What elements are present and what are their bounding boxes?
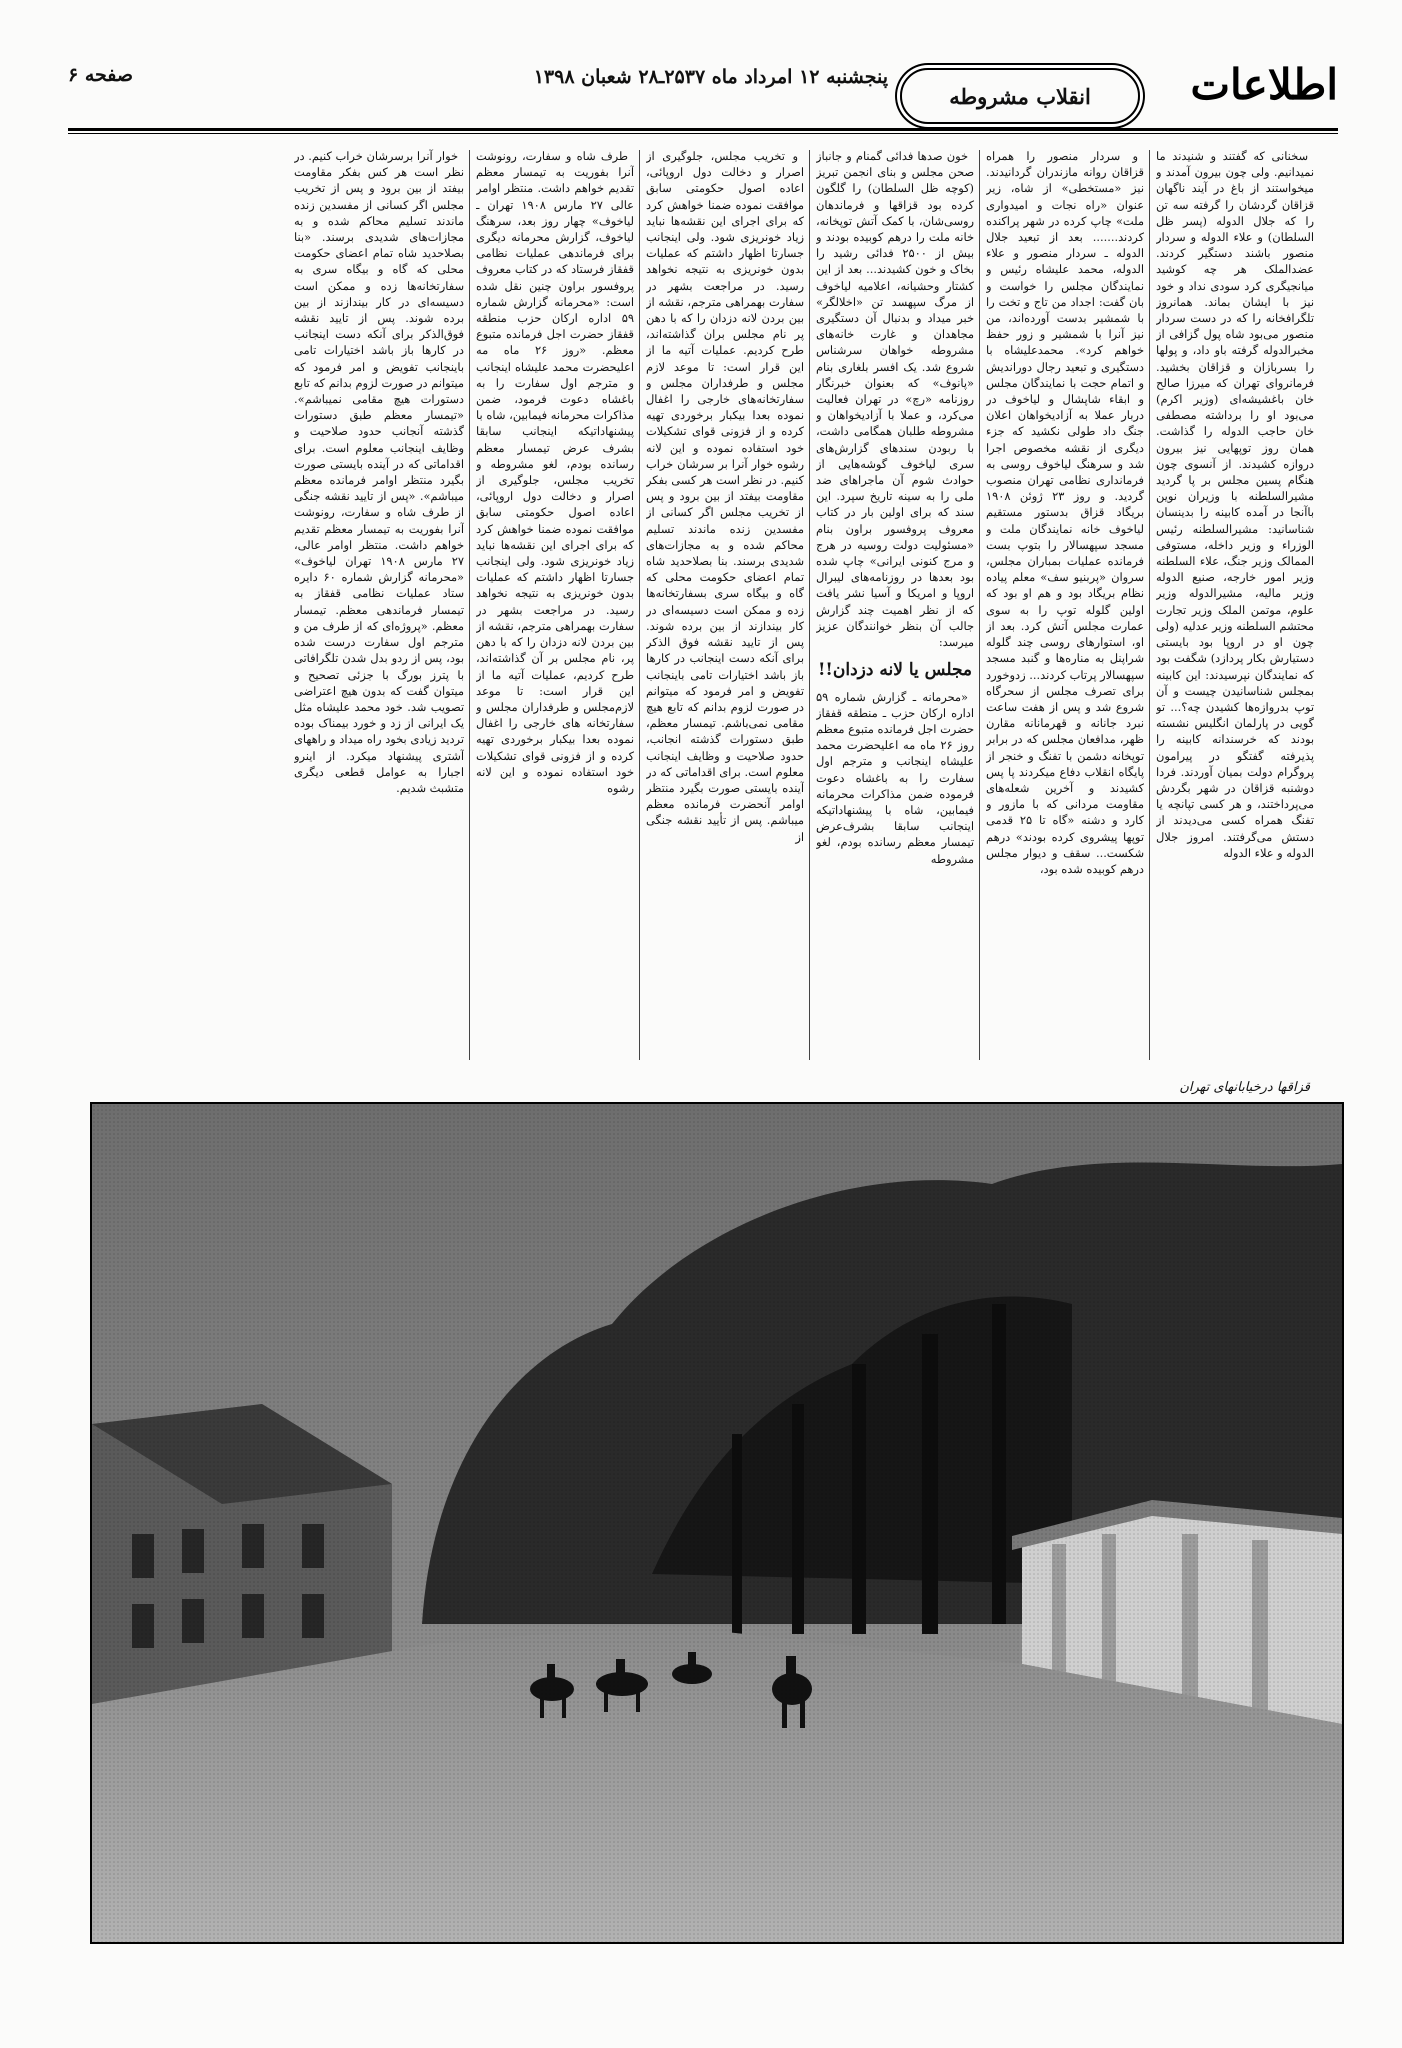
masthead-rule	[68, 128, 1338, 131]
photo-caption: قزاقها درخیابانهای تهران	[1179, 1080, 1310, 1095]
column-text: سخنانی که گفتند و شنیدند ما نمیدانیم. ولی چون بیرون آمدند و میخواستند از باغ در آیند ناگهان قزاقان گردشان را گرفته سه تن را که جلال الدوله (پسر ظل السلطان) و علاء الدوله و سردار منصور باشند دستگیر کردند. عضدالملک هر چه کوشید میانجیگری کرد سودی نداد و خود نیز با ایشان بماند. همانروز تلگرافخانه را که در دست سردار منصور می‌بود شاه پول گزافی از مخبرالدوله گرفته باو داد، و پولها را بسربازان و قزاقان بخشید. فرمانروای تهران که میرزا صالح خان باغشیشه‌ای (وزیر اکرم) می‌بود او را برداشته مصطفی خان حاجب الدوله را گذاشت. همان روز توپهایی نیز بیرون دروازه کشیدند. از آنسوی چون هنگام پسین مجلس بر پا گردید مشیرالسلطنه با وزیران نوین باآنجا در آمده کابینه را بدینسان شناسانید: مشیرالسلطنه رئیس الوزراء و وزیر داخله، مستوفی الممالک وزیر جنگ، علاء السلطنه وزیر امور خارجه، صنیع الدوله وزیر مالیه، مشیرالدوله وزیر علوم، موتمن الملک وزیر تجارت محتشم السلطنه وزیر عدلیه (ولی چون او در اروپا بود بایستی دستیارش بکار پردازد) شگفت بود که نمایندگان نپرسیدند: این کابینه بمجلس شناسانیدن چیست و آن توپ بدروازه‌ها کشیدن چه؟... تو گویی در پارلمان انگلیس نشسته بودند که خرسندانه کابینه را پذیرفته گفتگو در پیرامون پروگرام دولت بمیان آوردند. فردا دوشنبه قزاقان در شهر بگردش می‌پرداختند، و هر کسی تپانچه یا تفنگ همراه کسی می‌دیدند از دستش می‌گرفتند. امروز جلال الدوله و علاء الدوله	[1156, 149, 1314, 860]
text-column-2	[986, 148, 1144, 879]
text-column-3	[816, 148, 974, 869]
street-photo	[90, 1102, 1344, 1944]
section-title-box	[900, 68, 1140, 124]
masthead	[68, 62, 1338, 130]
column-divider	[809, 150, 810, 1060]
text-column-6	[294, 148, 464, 798]
column-text: «محرمانه ـ گزارش شماره ۵۹ اداره ارکان حزب ـ منطقه قفقاز حضرت اجل فرمانده متبوع معظم روز ۲۶ ماه مه اعلیحضرت محمد علیشاه اینجانب و مترجم اول سفارت را به باغشاه دعوت فرموده ضمن مذاکرات محرمانه فیمابین، شاه با پیشنهاداتیکه اینجانب سابقا بشرف‌عرض تیمسار معظم رسانده بودم، لغو مشروطه	[816, 689, 974, 866]
text-column-4	[646, 148, 804, 847]
text-column-5	[476, 148, 634, 798]
column-text: و تخریب مجلس، جلوگیری از اصرار و دخالت دول اروپائی، اعاده اصول حکومتی سابق موافقت نموده ضمنا خواهش کرد که برای اجرای این نقشه‌ها نباید زیاد خونریزی شود. ولی اینجانب جسارتا اظهار داشتم که عملیات بدون خونریزی به نتیجه نخواهد رسید. در مراجعت بشهر در سفارت بهمراهی مترجم، نقشه از بین بردن لانه دزدان را که با دهن پر نام مجلس بران گذاشته‌اند، طرح کردیم. عملیات آتیه ما از این قرار است: تا موعد لازم مجلس و طرفداران مجلس و سفارتخانه‌های خارجی را اغفال نموده بعدا بیکبار برخوردی تهیه کرده و از فزونی قوای تشکیلات خود استفاده نموده و این لانه رشوه خوار آنرا بر سرشان خراب کنیم. در نظر است هر کسی بفکر مقاومت بیفتد از بین برود و پس از تخریب مجلس اگر کسانی از مفسدین زنده ماندند تسلیم محاکم شده و به مجازات‌های شدیدی برسند. بنا بصلاحدید شاه تمام اعضای حکومت محلی که گاه و بیگاه سری بسفارتخانه‌ها زده و ممکن است دسیسه‌ای در کار بیندازند از بین برده شوند. پس از تایید نقشه فوق الذکر برای آنکه دست اینجانب در کارها باز باشد اختیارات تامی باینجانب تفویض و امر فرمود که میتوانم در صورت لزوم بدانم که تابع هیچ مقامی نمی‌باشم. تیمسار معظم، طبق دستورات گذشته انجانب، حدود صلاحیت و وظایف اینجانب معلوم است. برای اقداماتی که در آینده بایستی صورت بگیرد منتظر اوامر آنحضرت فرمانده معظم میباشم. پس از تأیید نقشه جنگی از	[646, 149, 804, 844]
column-divider	[639, 150, 640, 1060]
section-title: انقلاب مشروطه	[949, 83, 1091, 109]
text-column-1	[1156, 148, 1314, 863]
masthead-rule-thin	[68, 133, 1338, 134]
column-divider	[469, 150, 470, 1060]
cossacks-street-image	[92, 1104, 1342, 1942]
column-divider	[979, 150, 980, 1060]
column-text: خوار آنرا برسرشان خراب کنیم. در نظر است هر کس بفکر مقاومت بیفتد از بین برود و پس از تخریب مجلس اگر کسانی از مفسدین زنده ماندند تسلیم محاکم شده و به مجازات‌های شدیدی برسند. «بنا بصلاحدید شاه تمام اعضای حکومت محلی که گاه و بیگاه سری به سفارتخانه‌ها زده و ممکن است دسیسه‌ای در کار بیندازند از بین برده شوند. پس از تایید نقشه فوق‌الذکر برای آنکه دست اینجانب در کارها باز باشد اختیارات تامی باینجانب تفویض و امر فرمود که میتوانم در صورت لزوم بدانم که تابع دستورات هیچ مقامی نمیباشم». «تیمسار معظم طبق دستورات گذشته آنجانب حدود صلاحیت و وظایف اینجانب معلوم است. برای اقداماتی که در آینده بایستی صورت بگیرد منتظر اوامر فرمانده معظم میباشم». «پس از تایید نقشه جنگی از طرف شاه و سفارت، رونوشت آنرا بفوریت به تیمسار معظم تقدیم خواهم داشت. منتظر اوامر عالی، ۲۷ مارس ۱۹۰۸ تهران لیاخوف» «محرمانه گزارش شماره ۶۰ دایره ستاد عملیات نظامی قفقاز به تیمسار فرماندهی معظم. تیمسار معظم. «پروژه‌ای که از طرف من و مترجم اول سفارت درست شده بود، پس از ردو بدل شدن تلگرافاتی با پترز بورگ با جزئی تصحیح و میتوان گفت که بدون هیچ اعتراضی تصویب شد. خود محمد علیشاه مثل یک ایرانی از زد و خورد بیمناک بوده تردید زیادی بخود راه میداد و راههای آشتری پیشنهاد میکرد. از اینرو اجبارا به عوامل قطعی دیگری متشبث شدیم.	[294, 149, 464, 795]
issue-date: پنجشنبه ۱۲ امرداد ماه ۲۵۳۷ـ۲۸ شعبان ۱۳۹۸	[533, 66, 888, 88]
column-text: طرف شاه و سفارت، رونوشت آنرا بفوریت به تیمسار معظم تقدیم خواهم داشت. منتظر اوامر عالی ۲۷ مارس ۱۹۰۸ تهران ـ لیاخوف» چهار روز بعد، سرهنگ لیاخوف، گزارش محرمانه دیگری برای فرماندهی عملیات نظامی قفقاز فرستاد که در کتاب معروف پروفسور براون چنین نقل شده است: «محرمانه گزارش شماره ۵۹ اداره ارکان حزب منطقه قفقاز حضرت اجل فرمانده متبوع معظم. «روز ۲۶ ماه مه اعلیحضرت محمد علیشاه اینجانب و مترجم اول سفارت را به باغشاه دعوت فرمود، ضمن مذاکرات محرمانه فیمابین، شاه با پیشنهاداتیکه اینجانب سابقا بشرف عرض تیمسار معظم رسانده بودم، لغو مشروطه و تخریب مجلس، جلوگیری از اصرار و دخالت دول اروپائی، اعاده اصول حکومتی سابق موافقت نموده ضمنا خواهش کرد که برای اجرای این نقشه‌ها نباید زیاد خونریزی شود. ولی اینجانب جسارتا اظهار داشتم که عملیات بدون خونریزی به نتیجه نخواهد رسید. در مراجعت بشهر در سفارت بهمراهی مترجم، نقشه از بین بردن لانه دزدان را که با دهن پر، نام مجلس بر آن گذاشته‌اند، طرح کردیم، عملیات آتیه ما از این قرار است: تا موعد لازم‌مجلس و طرفداران مجلس و سفارتخانه های خارجی را اغفال نموده بعدا بیکبار برخوردی تهیه کرده و از فزونی قوای تشکیلات خود استفاده نموده و این لانه رشوه	[476, 149, 634, 795]
column-divider	[1149, 150, 1150, 1060]
column-text: خون صدها فدائی گمنام و جانباز صحن مجلس و بنای انجمن تبریز (کوچه ظل السلطان) را گلگون کرده بود قزاقها و فرماندهان روسی‌شان، با کمک آتش توپخانه، خانه ملت را درهم کوبیده بودند و بیش از ۲۵۰۰ فدائی رشید را بخاک و خون کشیدند... بعد از این کشتار وحشیانه، اعلامیه لیاخوف از مرگ سپهسد تن «اخلالگر» خبر میداد و بدنبال آن دستگیری مجاهدان و غارت خانه‌های مشروطه خواهان سرشناس شروع شد. یک افسر بلغاری بنام «پانوف» که بعنوان خبرنگار روزنامه «رچ» در تهران فعالیت می‌کرد، و عملا با آزادیخواهان و مشروطه طلبان همگامی داشت، با ربودن سندهای گزارش‌های سری لیاخوف گوشه‌هایی از حوادث شوم آن ماجراهای ضد ملی را به سینه تاریخ سپرد. این سند که برای اولین بار در کتاب معروف پروفسور براون بنام «مسئولیت دولت روسیه در هرج و مرج کنونی ایرانی» چاپ شده بود بعدها در روزنامه‌های لیبرال اروپا و امریکا و آسیا نشر یافت که از نظر اهمیت چند گزارش جالب آن بنظر خوانندگان عزیز میرسد:	[816, 149, 974, 650]
column-text: و سردار منصور را همراه قزاقان روانه مازندران گردانیدند. نیز «مستخطی» از شاه، زیر عنوان «راه نجات و امیدواری ملت» چاپ کرده در شهر پراکنده کردند....... بعد از تبعید جلال الدوله ـ سردار منصور و علاء الدوله، محمد علیشاه رئیس و نمایندگان مجلس را خواست و بان گفت: اجداد من تاج و تخت را با شمشیر بدست آورده‌اند، من نیز آنرا با شمشیر و زور حفظ خواهم کرد». محمدعلیشاه با دستگیری و تبعید رجال دوراندیش و اتمام حجت با نمایندگان مجلس و ابقاء شاپشال و لیاخوف در دربار عملا به آزادیخواهان اعلان جنگ داد طولی نکشید که جزء دیگری از نقشه مخصوص اجرا شد و سرهنگ لیاخوف روسی به فرمانداری نظامی تهران منصوب گردید. و روز ۲۳ ژوئن ۱۹۰۸ بریگاد قزاق بدستور مستقیم لیاخوف خانه نمایندگان ملت و مسجد سپهسالار را بتوپ بست فرمانده عملیات بمباران مجلس، سروان «پربنیو سف» معلم پیاده نظام بریگاد بود و هم او بود که اولین گلوله توپ را به سوی عمارت مجلس آتش کرد. بعد از او، استوارهای روسی چند گلوله شراپنل به مناره‌ها و گنبد مسجد سپهسالار پرتاب کردند... زدوخورد برای تصرف مجلس از سحرگاه شروع شد و پس از هفت ساعت نبرد جانانه و قهرمانانه مقارن ظهر، مدافعان مجلس که در برابر توپخانه دشمن با تفنگ و خنجر از پایگاه انقلاب دفاع میکردند پا پس کشیدند و آخرین شعله‌های مقاومت مردانی که با مازور و کارد و دشنه «گاه تا ۲۵ قدمی توپها پیشروی کرده بودند» درهم شکست... سقف و دیوار مجلس درهم کوبیده شده بود،	[986, 149, 1144, 876]
article-headline: مجلس یا لانه دزدان!!	[817, 660, 973, 681]
page-number: صفحه ۶	[68, 64, 134, 86]
newspaper-logo: اطلاعات	[1190, 60, 1338, 109]
